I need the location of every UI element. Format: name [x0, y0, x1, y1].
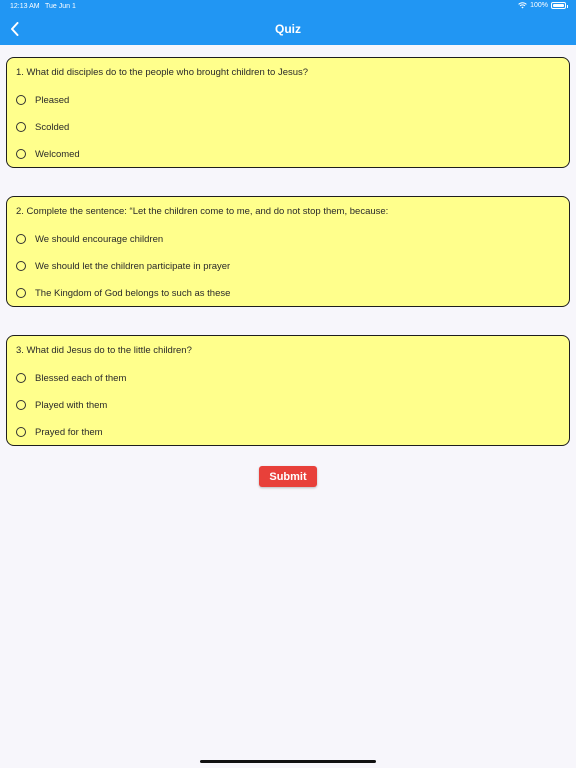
- option-label: The Kingdom of God belongs to such as these: [35, 287, 231, 299]
- answer-option[interactable]: [16, 396, 107, 414]
- option-label: Prayed for them: [35, 426, 103, 438]
- radio-button[interactable]: [16, 149, 26, 159]
- battery-icon: [551, 2, 566, 9]
- home-indicator: [200, 760, 376, 763]
- question-card-1: [6, 57, 570, 168]
- option-label: Scolded: [35, 121, 70, 133]
- page-title: Quiz: [275, 22, 301, 36]
- radio-button[interactable]: [16, 288, 26, 298]
- question-text: 3. What did Jesus do to the little children?: [16, 345, 192, 356]
- radio-button[interactable]: [16, 373, 26, 383]
- answer-option[interactable]: [16, 230, 163, 248]
- option-label: We should encourage children: [35, 233, 164, 245]
- status-bar: [0, 0, 576, 14]
- question-card-2: [6, 196, 570, 307]
- radio-button[interactable]: [16, 234, 26, 244]
- status-date: Tue Jun 1: [45, 3, 76, 10]
- answer-option[interactable]: [16, 145, 80, 163]
- radio-button[interactable]: [16, 95, 26, 105]
- answer-option[interactable]: [16, 369, 126, 387]
- radio-button[interactable]: [16, 261, 26, 271]
- radio-button[interactable]: [16, 400, 26, 410]
- question-card-3: [6, 335, 570, 446]
- answer-option[interactable]: [16, 91, 69, 109]
- submit-button[interactable]: Submit: [259, 466, 317, 487]
- status-right: [518, 2, 566, 9]
- option-label: Pleased: [35, 94, 70, 106]
- answer-option[interactable]: [16, 423, 103, 441]
- question-text: 1. What did disciples do to the people who brought children to Jesus?: [16, 67, 309, 78]
- battery-percent: 100%: [530, 2, 548, 9]
- option-label: Played with them: [35, 399, 108, 411]
- question-text: 2. Complete the sentence: “Let the children come to me, and do not stop them, because:: [16, 206, 389, 217]
- radio-button[interactable]: [16, 122, 26, 132]
- option-label: Welcomed: [35, 148, 80, 160]
- answer-option[interactable]: [16, 118, 69, 136]
- option-label: We should let the children participate in prayer: [35, 260, 231, 272]
- option-label: Blessed each of them: [35, 372, 127, 384]
- answer-option[interactable]: [16, 257, 230, 275]
- answer-option[interactable]: [16, 284, 230, 302]
- radio-button[interactable]: [16, 427, 26, 437]
- status-time: 12:13 AM: [10, 3, 40, 10]
- wifi-icon: [518, 2, 527, 9]
